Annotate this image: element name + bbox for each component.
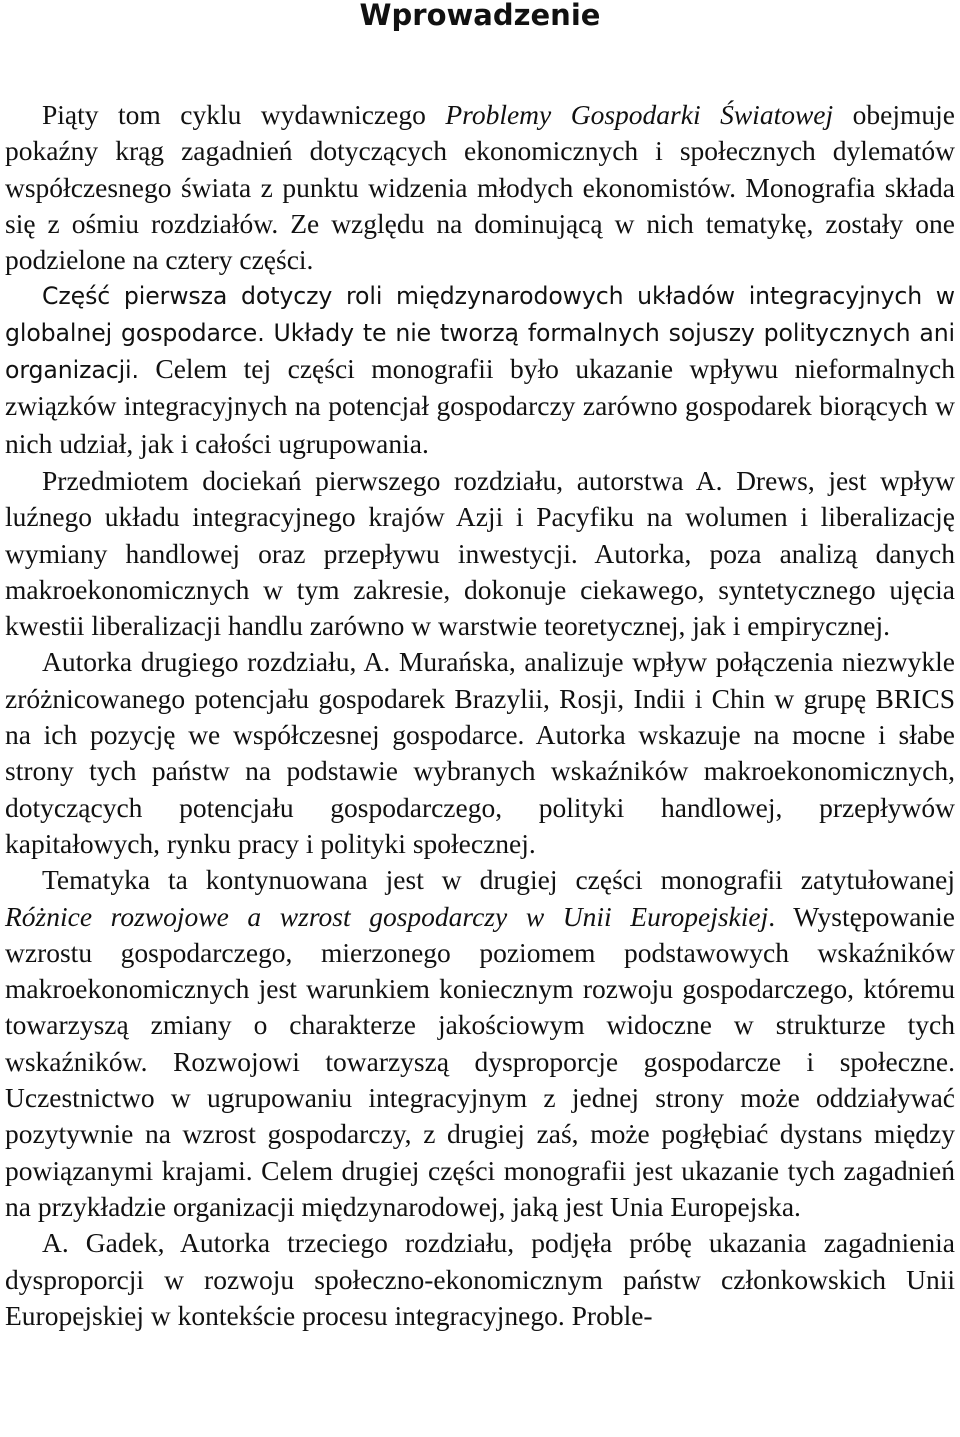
part-two-title: Różnice rozwojowe a wzrost gospodarczy w Unii Europejskiej: [5, 900, 769, 932]
paragraph-2-sans-text: Część pierwsza dotyczy roli międzynarodowych układów integracyjnych w globalnej gospodarce. Układy te nie tworzą formalnych sojuszy politycznych ani organizacji.: [5, 282, 955, 385]
page-title: Wprowadzenie: [359, 0, 601, 32]
book-series-title: Problemy Gospodarki Światowej: [445, 99, 834, 130]
paragraph-5: [5, 862, 955, 1225]
body-text: [5, 97, 955, 1334]
paragraph-1: [5, 97, 955, 278]
paragraph-3: Przedmiotem dociekań pierwszego rozdziału, autorstwa A. Drews, jest wpływ luźnego układu integracyjnego krajów Azji i Pacyfiku na wolumen i liberalizację wymiany handlowej oraz przepływu inwestycji. Autorka, poza analizą danych makroekonomicznych w tym zakresie, dokonuje ciekawego, syntetycznego ujęcia kwestii liberalizacji handlu zarówno w warstwie teoretycznej, jak i empirycznej.: [5, 464, 955, 642]
paragraph-1-text-a: Piąty tom cyklu wydawniczego: [42, 99, 446, 130]
paragraph-5-text-b: . Występowanie wzrostu gospodarczego, mierzonego poziomem podstawowych wskaźników makroekonomicznych jest warunkiem koniecznym rozwoju gospodarczego, któremu towarzyszą zmiany o charakterze jakościowym widoczne w strukturze tych wskaźników. Rozwojowi towarzyszą dysproporcje gospodarcze i społeczne. Uczestnictwo w ugrupowaniu integracyjnym z jednej strony może oddziaływać pozytywnie na wzrost gospodarczy, z drugiej zaś, może pogłębiać dystans między powiązanymi krajami. Celem drugiej części monografii jest ukazanie tych zagadnień na przykładzie organizacji międzynarodowej, jaką jest Unia Europejska.: [5, 900, 955, 1222]
paragraph-2-serif-text: Celem tej części monografii było ukazanie wpływu nieformalnych związków integracyjnych na potencjał gospodarczy zarówno gospodarek biorących w nich udział, jak i całości ugrupowania.: [5, 353, 955, 459]
paragraph-6: A. Gadek, Autorka trzeciego rozdziału, podjęła próbę ukazania zagadnienia dysproporcji w rozwoju społeczno-ekonomicznym państw członkowskich Unii Europejskiej w kontekście procesu integracyjnego. Proble-: [5, 1227, 955, 1331]
paragraph-2: [5, 278, 955, 462]
paragraph-5-text-a: Tematyka ta kontynuowana jest w drugiej części monografii zatytułowanej: [42, 864, 955, 896]
paragraph-4: Autorka drugiego rozdziału, A. Murańska, analizuje wpływ połączenia niezwykle zróżnicowanego potencjału gospodarek Brazylii, Rosji, Indii i Chin w grupę BRICS na ich pozycję we współczesnej gospodarce. Autorka wskazuje na mocne i słabe strony tych państw na podstawie wybranych wskaźników makroekonomicznych, dotyczących potencjału gospodarczego, polityki handlowej, przepływów kapitałowych, rynku pracy i polityki społecznej.: [5, 646, 955, 859]
paragraph-1-text-b: obejmuje pokaźny krąg zagadnień dotyczących ekonomicznych i społecznych dylematów współczesnego świata z punktu widzenia młodych ekonomistów. Monografia składa się z ośmiu rozdziałów. Ze względu na dominującą w nich tematykę, zostały one podzielone na cztery części.: [5, 99, 955, 276]
